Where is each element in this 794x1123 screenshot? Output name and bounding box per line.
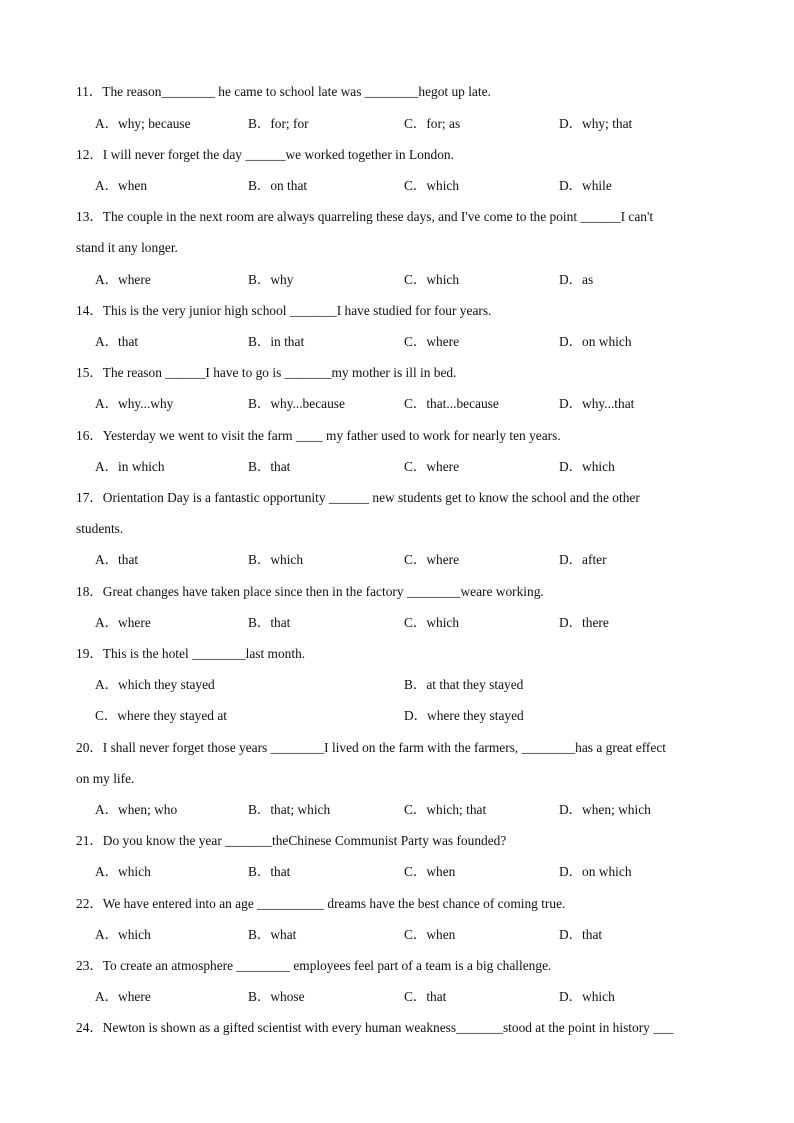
question-11-options bbox=[0, 116, 794, 132]
question-15-options bbox=[0, 396, 794, 412]
option-b: B．that bbox=[248, 615, 291, 630]
option-c: C．which; that bbox=[404, 802, 487, 817]
question-20-options bbox=[0, 802, 794, 818]
option-d: D．why...that bbox=[559, 396, 635, 411]
option-d: D．why; that bbox=[559, 116, 633, 131]
option-b: B．whose bbox=[248, 989, 305, 1004]
question-17-text-cont: students. bbox=[76, 521, 124, 536]
question-11-text: 11．The reason________ he came to school late was ________hegot up late. bbox=[76, 84, 491, 99]
question-18-options bbox=[0, 615, 794, 631]
question-15-text: 15．The reason ______I have to go is _______my mother is ill in bed. bbox=[76, 365, 457, 380]
question-19-options-row2 bbox=[0, 708, 794, 724]
question-22-options bbox=[0, 927, 794, 943]
option-a: A．which bbox=[95, 864, 151, 879]
option-d: D．on which bbox=[559, 864, 632, 879]
question-19-text: 19．This is the hotel ________last month. bbox=[76, 646, 306, 661]
option-b: B．why...because bbox=[248, 396, 345, 411]
option-d: D．there bbox=[559, 615, 609, 630]
question-23-text: 23．To create an atmosphere ________ employees feel part of a team is a big challenge. bbox=[76, 958, 552, 973]
option-d: D．which bbox=[559, 989, 615, 1004]
option-a: A．where bbox=[95, 615, 151, 630]
option-d: D．that bbox=[559, 927, 603, 942]
option-d: D．where they stayed bbox=[404, 708, 524, 723]
question-17-text: 17．Orientation Day is a fantastic opportunity ______ new students get to know the school and the other bbox=[76, 490, 640, 505]
option-d: D．as bbox=[559, 272, 594, 287]
question-22-text: 22．We have entered into an age __________ dreams have the best chance of coming true. bbox=[76, 896, 566, 911]
option-c: C．where bbox=[404, 552, 460, 567]
question-23-options bbox=[0, 989, 794, 1005]
option-b: B．which bbox=[248, 552, 304, 567]
option-b: B．that; which bbox=[248, 802, 331, 817]
option-c: C．that...because bbox=[404, 396, 499, 411]
option-a: A．when bbox=[95, 178, 148, 193]
option-d: D．which bbox=[559, 459, 615, 474]
option-c: C．where bbox=[404, 334, 460, 349]
option-a: A．why...why bbox=[95, 396, 174, 411]
question-13-options bbox=[0, 272, 794, 288]
option-a: A．that bbox=[95, 552, 139, 567]
question-12-text: 12．I will never forget the day ______we worked together in London. bbox=[76, 147, 454, 162]
option-c: C．which bbox=[404, 615, 460, 630]
option-c: C．where bbox=[404, 459, 460, 474]
question-16-text: 16．Yesterday we went to visit the farm ____ my father used to work for nearly ten years. bbox=[76, 428, 561, 443]
option-b: B．for; for bbox=[248, 116, 309, 131]
option-b: B．on that bbox=[248, 178, 308, 193]
question-13-text-cont: stand it any longer. bbox=[76, 240, 178, 255]
question-16-options bbox=[0, 459, 794, 475]
option-c: C．when bbox=[404, 927, 456, 942]
option-a: A．why; because bbox=[95, 116, 191, 131]
question-14-options bbox=[0, 334, 794, 350]
option-a: A．which they stayed bbox=[95, 677, 215, 692]
option-d: D．on which bbox=[559, 334, 632, 349]
option-a: A．that bbox=[95, 334, 139, 349]
option-b: B．in that bbox=[248, 334, 305, 349]
question-21-options bbox=[0, 864, 794, 880]
option-d: D．when; which bbox=[559, 802, 651, 817]
option-b: B．that bbox=[248, 864, 291, 879]
option-a: A．where bbox=[95, 989, 151, 1004]
option-a: A．which bbox=[95, 927, 151, 942]
option-a: A．when; who bbox=[95, 802, 178, 817]
question-17-options bbox=[0, 552, 794, 568]
question-20-text-cont: on my life. bbox=[76, 771, 135, 786]
option-c: C．which bbox=[404, 178, 460, 193]
question-12-options bbox=[0, 178, 794, 194]
option-c: C．which bbox=[404, 272, 460, 287]
question-20-text: 20．I shall never forget those years ________I lived on the farm with the farmers, ________has a great effect bbox=[76, 740, 666, 755]
option-c: C．that bbox=[404, 989, 447, 1004]
question-24-text: 24．Newton is shown as a gifted scientist with every human weakness_______stood at the point in history ___ bbox=[76, 1020, 674, 1035]
option-b: B．what bbox=[248, 927, 297, 942]
option-b: B．at that they stayed bbox=[404, 677, 524, 692]
option-c: C．where they stayed at bbox=[95, 708, 228, 723]
option-c: C．for; as bbox=[404, 116, 461, 131]
option-c: C．when bbox=[404, 864, 456, 879]
option-d: D．while bbox=[559, 178, 612, 193]
question-18-text: 18．Great changes have taken place since then in the factory ________weare working. bbox=[76, 584, 544, 599]
option-a: A．in which bbox=[95, 459, 165, 474]
question-19-options-row1 bbox=[0, 677, 794, 693]
option-b: B．that bbox=[248, 459, 291, 474]
question-13-text: 13．The couple in the next room are always quarreling these days, and I've come to the point ______I can't bbox=[76, 209, 654, 224]
question-14-text: 14．This is the very junior high school _______I have studied for four years. bbox=[76, 303, 492, 318]
option-b: B．why bbox=[248, 272, 294, 287]
question-21-text: 21．Do you know the year _______theChinese Communist Party was founded? bbox=[76, 833, 507, 848]
option-d: D．after bbox=[559, 552, 607, 567]
option-a: A．where bbox=[95, 272, 151, 287]
